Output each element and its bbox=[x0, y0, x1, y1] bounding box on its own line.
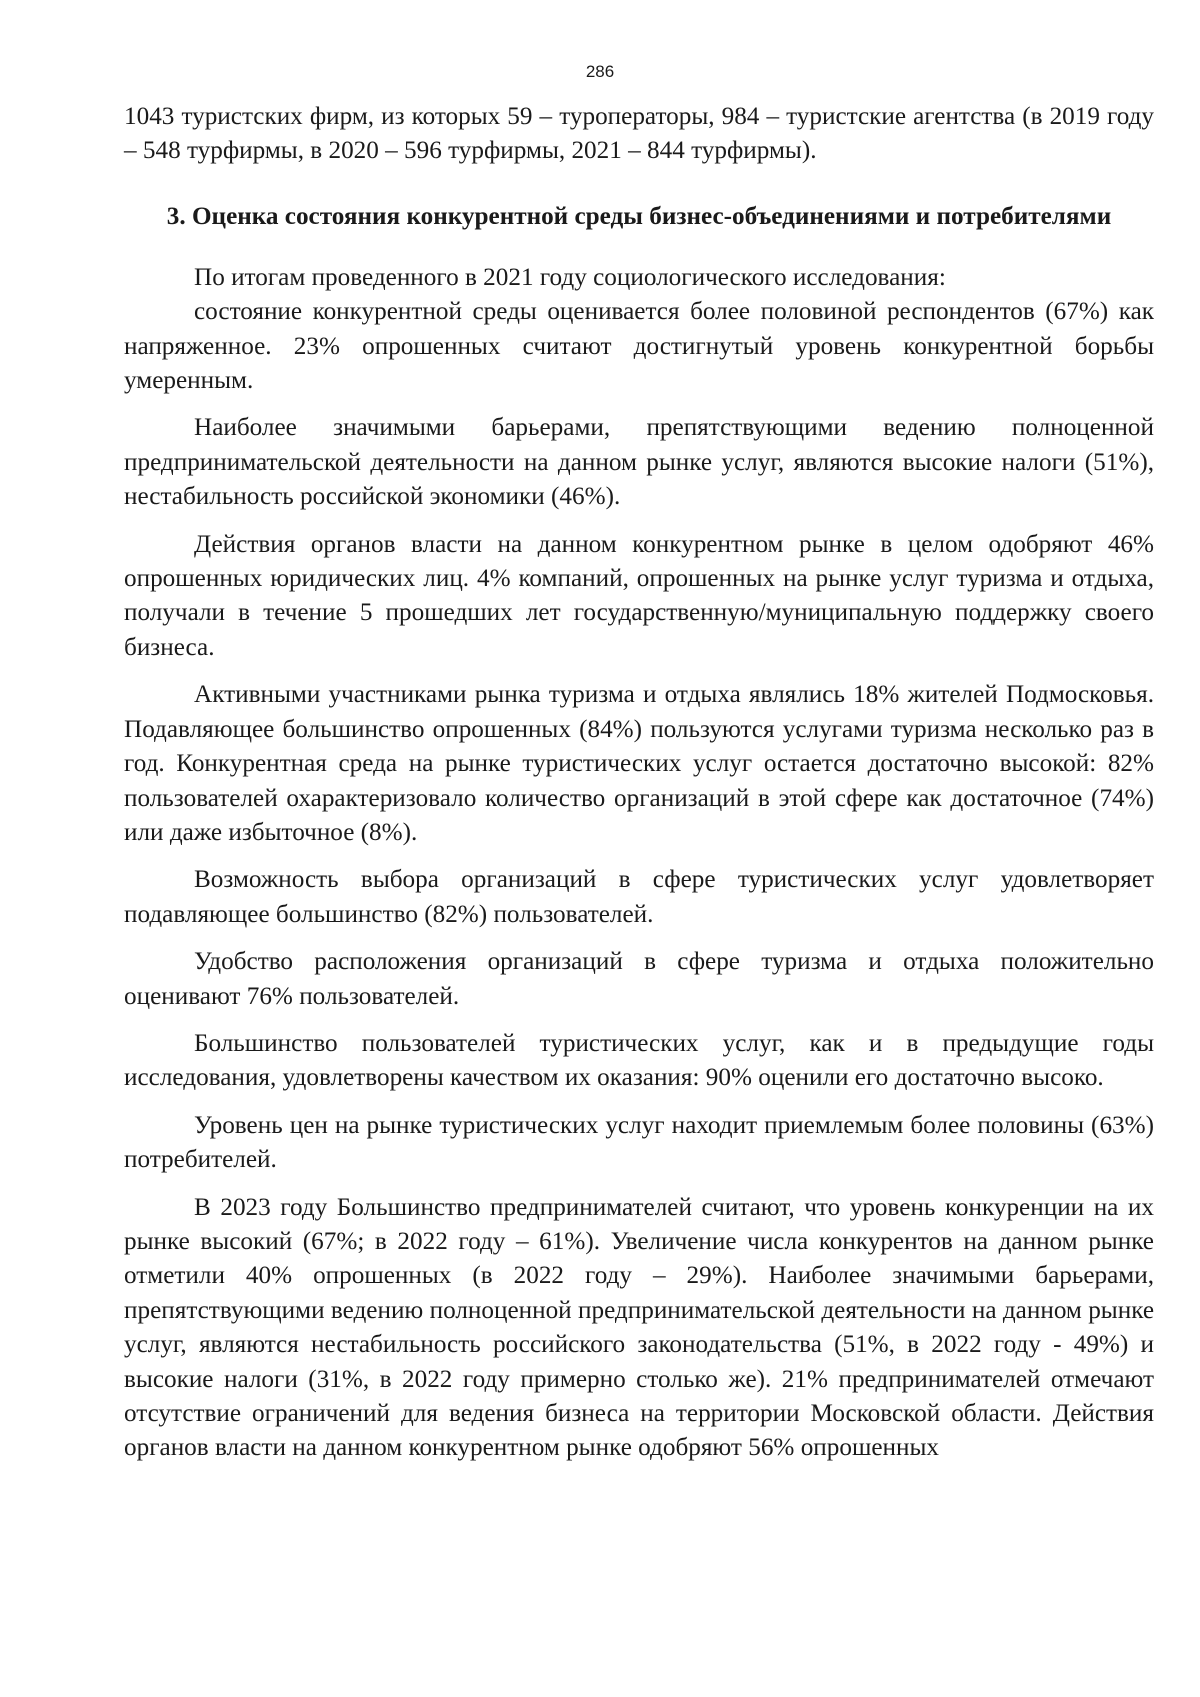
page-number: 286 bbox=[585, 62, 615, 81]
paragraph: Активными участниками рынка туризма и отдыха являлись 18% жителей Подмосковья. Подавляющее большинство опрошенных (84%) пользуются услугами туризма несколько раз в год. Конкурентная среда на рынке туристических услуг остается достаточно высокой: 82% пользователей охарактеризовало количество организаций в этой сфере как достаточное (74%) или даже избыточное (8%). bbox=[124, 681, 1154, 846]
paragraph: По итогам проведенного в 2021 году социологического исследования: bbox=[194, 263, 946, 291]
paragraph: Уровень цен на рынке туристических услуг находит приемлемым более половины (63%) потребителей. bbox=[124, 1111, 1154, 1174]
paragraph: состояние конкурентной среды оценивается более половиной респондентов (67%) как напряженное. 23% опрошенных считают достигнутый уровень конкурентной борьбы умеренным. bbox=[124, 298, 1154, 395]
section-heading: 3. Оценка состояния конкурентной среды бизнес-объединениями и потребителями bbox=[166, 202, 1112, 230]
paragraph: Наиболее значимыми барьерами, препятствующими ведению полноценной предпринимательской деятельности на данном рынке услуг, являются высокие налоги (51%), нестабильность российской экономики (46%). bbox=[124, 414, 1154, 511]
paragraph: Действия органов власти на данном конкурентном рынке в целом одобряют 46% опрошенных юридических лиц. 4% компаний, опрошенных на рынке услуг туризма и отдыха, получали в течение 5 прошедших лет государственную/муниципальную поддержку своего бизнеса. bbox=[124, 530, 1154, 661]
paragraph-intro: 1043 туристских фирм, из которых 59 – туроператоры, 984 – туристские агентства (в 2019 году – 548 турфирмы, в 2020 – 596 турфирмы, 2021 – 844 турфирмы). bbox=[124, 103, 1154, 165]
paragraph: В 2023 году Большинство предпринимателей считают, что уровень конкуренции на их рынке высокий (67%; в 2022 году – 61%). Увеличение числа конкурентов на данном рынке отметили 40% опрошенных (в 2022 году – 29%). Наиболее значимыми барьерами, препятствующими ведению полноценной предпринимательской деятельности на данном рынке услуг, являются нестабильность российского законодательства (51%, в 2022 году - 49%) и высокие налоги (31%, в 2022 году примерно столько же). 21% предпринимателей отмечают отсутствие ограничений для ведения бизнеса на территории Московской области. Действия органов власти на данном конкурентном рынке одобряют 56% опрошенных bbox=[124, 1193, 1154, 1462]
document-body bbox=[124, 100, 1154, 1466]
paragraph: Удобство расположения организаций в сфере туризма и отдыха положительно оценивают 76% пользователей. bbox=[124, 948, 1154, 1010]
paragraph: Возможность выбора организаций в сфере туристических услуг удовлетворяет подавляющее большинство (82%) пользователей. bbox=[124, 866, 1154, 928]
paragraph: Большинство пользователей туристических услуг, как и в предыдущие годы исследования, удовлетворены качеством их оказания: 90% оценили его достаточно высоко. bbox=[124, 1029, 1154, 1092]
